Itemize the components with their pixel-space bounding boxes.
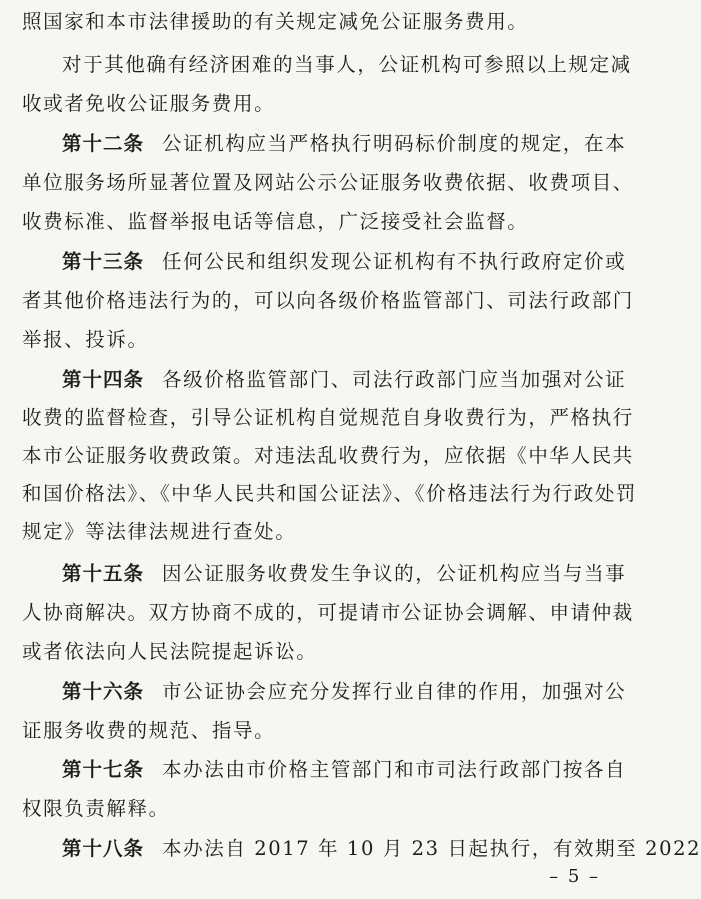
article-heading: 第十二条 [62, 132, 145, 155]
line-text: 单位服务场所显著位置及网站公示公证服务收费依据、收费项目、 [22, 171, 634, 194]
text-line [22, 84, 622, 124]
line-text: 本市公证服务收费政策。对违法乱收费行为，应依据《中华人民共 [22, 444, 634, 467]
article-heading: 第十六条 [62, 680, 145, 703]
line-text: 证服务收费的规范、指导。 [22, 719, 276, 742]
line-text: 权限负责解释。 [22, 797, 170, 820]
article-heading: 第十四条 [62, 368, 145, 391]
text-line [22, 789, 622, 829]
text-line [22, 474, 638, 514]
text-line [22, 512, 622, 552]
page-number: – 5 – [549, 866, 600, 887]
article-heading: 第十八条 [62, 837, 145, 860]
line-text: 规定》等法律法规进行查处。 [22, 520, 297, 543]
article-heading: 第十七条 [62, 758, 145, 781]
line-text: 收费的监督检查，引导公证机构自觉规范自身收费行为，严格执行 [22, 406, 634, 429]
text-line [22, 711, 622, 751]
article-12-first-line [62, 124, 627, 164]
text-line [22, 436, 634, 476]
article-16-first-line [62, 672, 627, 712]
line-text: 照国家和本市法律援助的有关规定减免公证服务费用。 [22, 10, 529, 33]
line-text: 公证机构应当严格执行明码标价制度的规定，在本 [162, 132, 627, 155]
article-heading: 第十五条 [62, 562, 145, 585]
line-text: 者其他价格违法行为的，可以向各级价格监管部门、司法行政部门 [22, 289, 634, 312]
line-text: 本办法自 2017 年 10 月 23 日起执行，有效期至 2022 [162, 837, 701, 860]
line-text: 市公证协会应充分发挥行业自律的作用，加强对公 [162, 680, 627, 703]
line-text: 收或者免收公证服务费用。 [22, 92, 276, 115]
text-line [22, 632, 622, 672]
text-line [62, 45, 632, 85]
article-17-first-line [62, 750, 627, 790]
text-line [22, 202, 622, 242]
text-line [22, 281, 634, 321]
line-text: 各级价格监管部门、司法行政部门应当加强对公证 [162, 368, 627, 391]
text-line [22, 163, 634, 203]
text-line [22, 2, 622, 42]
line-text: 任何公民和组织发现公证机构有不执行政府定价或 [162, 250, 627, 273]
line-text: 因公证服务收费发生争议的，公证机构应当与当事 [162, 562, 627, 585]
article-18-first-line [62, 829, 701, 869]
article-heading: 第十三条 [62, 250, 145, 273]
line-text: 收费标准、监督举报电话等信息，广泛接受社会监督。 [22, 210, 529, 233]
text-line [22, 398, 634, 438]
line-text: 举报、投诉。 [22, 328, 149, 351]
text-line [22, 593, 634, 633]
line-text: 和国价格法》、《中华人民共和国公证法》、《价格违法行为行政处罚 [22, 482, 638, 505]
article-13-first-line [62, 242, 627, 282]
article-15-first-line [62, 554, 627, 594]
line-text: 人协商解决。双方协商不成的，可提请市公证协会调解、申请仲裁 [22, 601, 634, 624]
text-line [22, 320, 622, 360]
article-14-first-line [62, 360, 627, 400]
line-text: 本办法由市价格主管部门和市司法行政部门按各自 [162, 758, 627, 781]
line-text: 或者依法向人民法院提起诉讼。 [22, 640, 318, 663]
line-text: 对于其他确有经济困难的当事人，公证机构可参照以上规定减 [62, 53, 632, 76]
